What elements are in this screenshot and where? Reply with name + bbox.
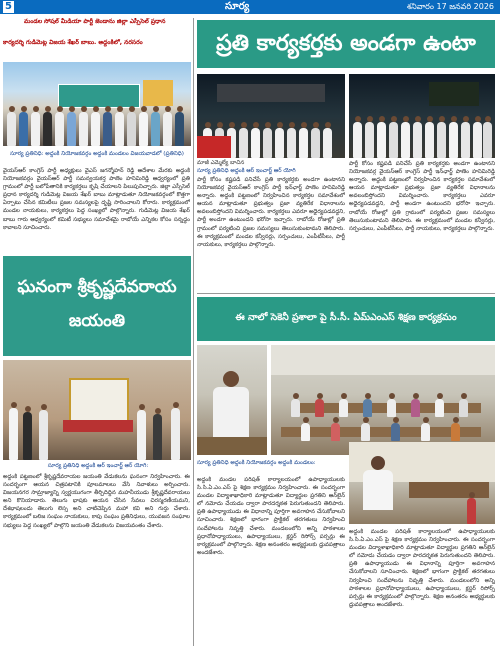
story2-body: పార్టీ కోసం కష్టపడి పనిచేసే ప్రతి కార్యకర్తకు అండగా ఉంటానని నియోజకవర్గ వైయస్ఆర్ కాంగ్రెస్ పార్టీ ఇన్‌ఛార్జ్ పాణెం హనిమిరెడ్డి అన్నారు. అద్దంకి పట్టణంలో నిర్వహించిన కార్యకర్తల సమావేశంలో ఆయన మాట్లాడుతూ ప్రభుత్వం ప్రజా వ్యతిరేక విధానాలను అవలంబిస్తోందని విమర్శించారు. కార్యకర్తలు ఎవరూ అధైర్యపడవద్దని, పార్టీ అండగా ఉంటుందని భరోసా ఇచ్చారు. రాబోయే రోజుల్లో ప్రతి గ్రామంలో పర్యటించి ప్రజల సమస్యలు తెలుసుకుంటామని తెలిపారు. ఈ కార్యక్రమంలో మండల కన్వీనర్లు, సర్పంచులు, ఎంపీటీసీలు, పార్టీ నాయకులు, కార్యకర్తలు పాల్గొన్నారు. <box>197 177 345 248</box>
issue-date: శనివారం 17 జనవరి 2026 <box>406 2 494 11</box>
story3-headline-box <box>3 256 191 356</box>
story2-headline-box <box>197 20 495 68</box>
story4-headline-box <box>197 297 495 341</box>
story4-photo-teacher <box>349 442 495 524</box>
story2-headline: ప్రతి కార్యకర్తకు అండగా ఉంటా <box>216 31 476 56</box>
story4-headline: ఈ నాలో సెకెనీ ప్రశాలా పై సీ.సీ. ఏమ్‌ఎంఎస్ శిక్షణ కార్యక్రమం <box>235 312 457 323</box>
story3-headline: ఘనంగా శ్రీకృష్ణదేవరాయ జయంతి <box>17 277 177 331</box>
story2-body-col2: పార్టీ కోసం కష్టపడి పనిచేసే ప్రతి కార్యకర్తకు అండగా ఉంటానని నియోజకవర్గ వైయస్ఆర్ కాంగ్రెస్ పార్టీ ఇన్‌ఛార్జ్ పాణెం హనిమిరెడ్డి అన్నారు. అద్దంకి పట్టణంలో నిర్వహించిన కార్యకర్తల సమావేశంలో ఆయన మాట్లాడుతూ ప్రభుత్వం ప్రజా వ్యతిరేక విధానాలను అవలంబిస్తోందని విమర్శించారు. కార్యకర్తలు ఎవరూ అధైర్యపడవద్దని, పార్టీ అండగా ఉంటుందని భరోసా ఇచ్చారు. రాబోయే రోజుల్లో ప్రతి గ్రామంలో పర్యటించి ప్రజల సమస్యలు తెలుసుకుంటామని తెలిపారు. ఈ కార్యక్రమంలో మండల కన్వీనర్లు, సర్పంచులు, ఎంపీటీసీలు, పార్టీ నాయకులు, కార్యకర్తలు పాల్గొన్నారు. <box>349 161 495 232</box>
story4-body-col2: అద్దంకి మండల పరిషత్ కార్యాలయంలో ఉపాధ్యాయులకు సి.సి.ఏ.ఎం.ఎస్ పై శిక్షణ కార్యక్రమం నిర్వహించారు. ఈ సందర్భంగా మండల విద్యాశాఖాధికారి మాట్లాడుతూ విద్యార్థుల ప్రగతిని ఆన్‌లైన్ లో నమోదు చేయడం ద్వారా పారదర్శకత పెరుగుతుందని తెలిపారు. ప్రతి ఉపాధ్యాయుడు ఈ విధానాన్ని పూర్తిగా అవగాహన చేసుకోవాలని సూచించారు. శిక్షణలో భాగంగా ప్రాక్టికల్ తరగతులు నిర్వహించి సందేహాలను నివృత్తి చేశారు. మండలంలోని అన్ని పాఠశాలల ప్రధానోపాధ్యాయులు, ఉపాధ్యాయులు, క్లస్టర్ రిసోర్స్ పర్సన్లు ఈ కార్యక్రమంలో పాల్గొన్నారు. శిక్షణ అనంతరం అభ్యర్థులకు ధ్రువపత్రాలు అందజేశారు. <box>349 529 495 608</box>
section-divider <box>197 293 495 294</box>
story4-photo-hall <box>271 345 495 455</box>
story1-caption: సూర్య ప్రతినిధి: అద్దంకి నియోజకవర్గం అద్దంకి మండలం విజయవాడలో (ప్రతినిధి) <box>10 151 184 157</box>
story3-photo <box>3 360 191 460</box>
story2-caption-right: సూర్య ప్రతినిధి అద్దంకి ఆర్ ఇంచార్జ్ ఆర్ యోగి <box>197 168 296 174</box>
page-number: 5 <box>3 1 14 13</box>
story2-photo-right <box>349 74 495 158</box>
story1-photo <box>3 62 191 146</box>
story2-photo-left <box>197 74 345 158</box>
story2-caption-left: మాజీ ఎమ్మెల్యే బాచిన <box>197 160 245 166</box>
story3-caption: సూర్య ప్రతినిధి అద్దంకి ఆర్ ఇంచార్జ్ ఆర్ యోగి: <box>47 463 149 469</box>
story1-kicker2: కార్యదర్శి గుడిమెట్ల విజయ శేఖర్ బాబు. అద్దంకిలో, నరసరం <box>3 39 143 46</box>
story4-body: అద్దంకి మండల పరిషత్ కార్యాలయంలో ఉపాధ్యాయులకు సి.సి.ఏ.ఎం.ఎస్ పై శిక్షణ కార్యక్రమం నిర్వహించారు. ఈ సందర్భంగా మండల విద్యాశాఖాధికారి మాట్లాడుతూ విద్యార్థుల ప్రగతిని ఆన్‌లైన్ లో నమోదు చేయడం ద్వారా పారదర్శకత పెరుగుతుందని తెలిపారు. ప్రతి ఉపాధ్యాయుడు ఈ విధానాన్ని పూర్తిగా అవగాహన చేసుకోవాలని సూచించారు. శిక్షణలో భాగంగా ప్రాక్టికల్ తరగతులు నిర్వహించి సందేహాలను నివృత్తి చేశారు. మండలంలోని అన్ని పాఠశాలల ప్రధానోపాధ్యాయులు, ఉపాధ్యాయులు, క్లస్టర్ రిసోర్స్ పర్సన్లు ఈ కార్యక్రమంలో పాల్గొన్నారు. శిక్షణ అనంతరం అభ్యర్థులకు ధ్రువపత్రాలు అందజేశారు. <box>197 477 345 556</box>
story1-body: వైయస్ఆర్ కాంగ్రెస్ పార్టీ అధ్యక్షులు వైఎస్ జగన్మోహన్ రెడ్డి ఆదేశాల మేరకు అద్దంకి నియోజకవర్గం వైయస్ఆర్ పార్టీ సమన్వయకర్త పాణెం హనిమిరెడ్డి ఆధ్వర్యంలో ప్రతి గ్రామంలో పార్టీ బలోపేతానికి కార్యకర్తలు కృషి చేయాలని పిలుపునిచ్చారు. జిల్లా ఎస్సీసెల్ ప్రధాన కార్యదర్శి గుడిమెట్ల విజయ శేఖర్ బాబు మాట్లాడుతూ నియోజకవర్గంలో కొత్తగా ఏర్పాటు చేసిన కమిటీలు ప్రజల సమస్యలపై దృష్టి సారించాలని కోరారు. కార్యక్రమంలో మండల నాయకులు, కార్యకర్తలు పెద్ద సంఖ్యలో పాల్గొన్నారు. గుడిమెట్ల విజయ శేఖర్ బాబు గారు ఆధ్వర్యంలో కమిటీ సభ్యులు సమావేశమై రాబోయే ఎన్నికల కోసం సన్నద్ధం కావాలని సూచించారు. <box>3 168 190 231</box>
story3-body: అద్దంకి పట్టణంలో శ్రీకృష్ణదేవరాయల జయంతి వేడుకలను ఘనంగా నిర్వహించారు. ఈ సందర్భంగా ఆయన చిత్రపటానికి పూలమాలలు వేసి నివాళులు అర్పించారు. విజయనగర సామ్రాజ్యాన్ని స్వర్ణయుగంగా తీర్చిదిద్దిన మహనీయుడు శ్రీకృష్ణదేవరాయలు అని కొనియాడారు. తెలుగు భాషకు ఆయన చేసిన సేవలు చిరస్మరణీయమని, దేశభాషలందు తెలుగు లెస్స అని చాటిచెప్పిన మహా కవి అని గుర్తు చేశారు. కార్యక్రమంలో బలిజ సంఘం నాయకులు, కాపు సంఘం ప్రతినిధులు, యువజన సంఘాల సభ్యులు పెద్ద సంఖ్యలో పాల్గొని జయంతి వేడుకలను విజయవంతం చేశారు. <box>3 474 190 529</box>
column-divider <box>193 18 194 646</box>
story4-photo-speaker <box>197 345 267 455</box>
masthead: సూర్య <box>225 1 250 12</box>
page-header-bar <box>0 0 500 14</box>
story1-kicker: మండల సోషల్ మీడియా పార్టీ జెండాను జిల్లా ఎస్సీసెల్ ప్రధాన <box>24 18 166 25</box>
story4-caption: సూర్య ప్రతినిధి అద్దంకి నియోజకవర్గం అద్దంకి మండలం: <box>197 460 316 466</box>
